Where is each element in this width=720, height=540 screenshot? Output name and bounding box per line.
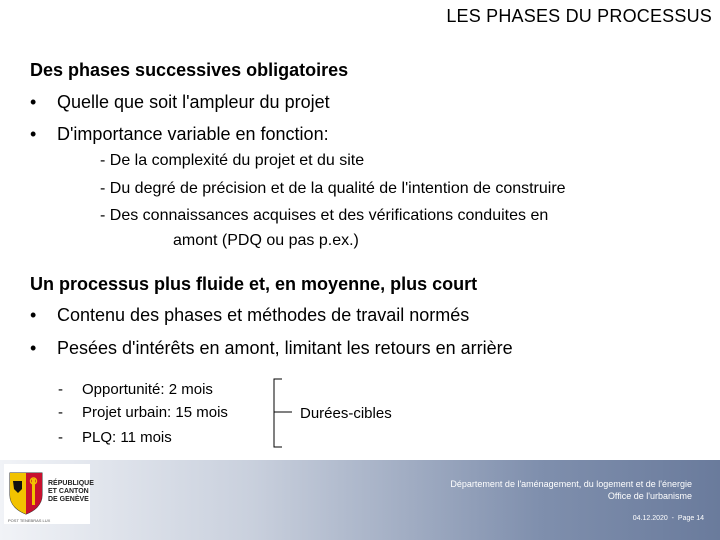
duration-item <box>58 381 213 398</box>
duration-item <box>58 429 172 446</box>
slide-title: LES PHASES DU PROCESSUS <box>446 6 712 26</box>
logo-text <box>48 480 94 504</box>
section1-bullet <box>30 124 329 145</box>
duration-item <box>58 404 228 421</box>
geneva-crest-icon <box>8 471 44 515</box>
footer-meta: 04.12.2020 - Page 14 <box>632 515 704 522</box>
bullet-dot: • <box>30 338 37 358</box>
bracket-icon <box>270 378 294 448</box>
duration-text: PLQ: 11 mois <box>82 429 172 446</box>
logo-motto: POST TENEBRAS LUX <box>8 518 51 523</box>
dash-marker: - <box>58 381 63 398</box>
bullet-text: Pesées d'intérêts en amont, limitant les retours en arrière <box>57 338 513 358</box>
section1-subitem: - De la complexité du projet et du site <box>100 152 365 169</box>
dash-marker: - <box>58 429 63 446</box>
department-name: Département de l'aménagement, du logement et de l'énergie <box>450 479 692 489</box>
logo-line: DE GENÈVE <box>48 496 89 503</box>
duration-text: Opportunité: 2 mois <box>82 381 213 398</box>
logo-line: ET CANTON <box>48 488 89 495</box>
section1-bullet <box>30 92 330 113</box>
section2-bullet <box>30 338 513 359</box>
section1-subitem: - Du degré de précision et de la qualité de l'intention de construire <box>100 180 566 197</box>
target-durations-label: Durées-cibles <box>300 405 392 422</box>
section1-subitem-continuation: amont (PDQ ou pas p.ex.) <box>173 232 359 249</box>
dash-marker: - <box>58 404 63 421</box>
section1-subitem: - Des connaissances acquises et des vérifications conduites en <box>100 207 549 224</box>
logo-line: RÉPUBLIQUE <box>48 480 94 487</box>
duration-text: Projet urbain: 15 mois <box>82 404 228 421</box>
department-info <box>450 478 692 502</box>
page-number: Page 14 <box>677 515 704 522</box>
slide-date: 04.12.2020 <box>632 515 668 522</box>
office-name: Office de l'urbanisme <box>607 491 692 501</box>
bullet-dot: • <box>30 305 37 325</box>
bullet-dot: • <box>30 92 37 112</box>
section1-heading: Des phases successives obligatoires <box>30 60 349 80</box>
bullet-text: Quelle que soit l'ampleur du projet <box>57 92 330 112</box>
section2-bullet <box>30 305 469 326</box>
bullet-text: D'importance variable en fonction: <box>57 124 329 144</box>
bullet-dot: • <box>30 124 37 144</box>
section2-heading: Un processus plus fluide et, en moyenne, plus court <box>30 274 478 294</box>
bullet-text: Contenu des phases et méthodes de travail normés <box>57 305 470 325</box>
